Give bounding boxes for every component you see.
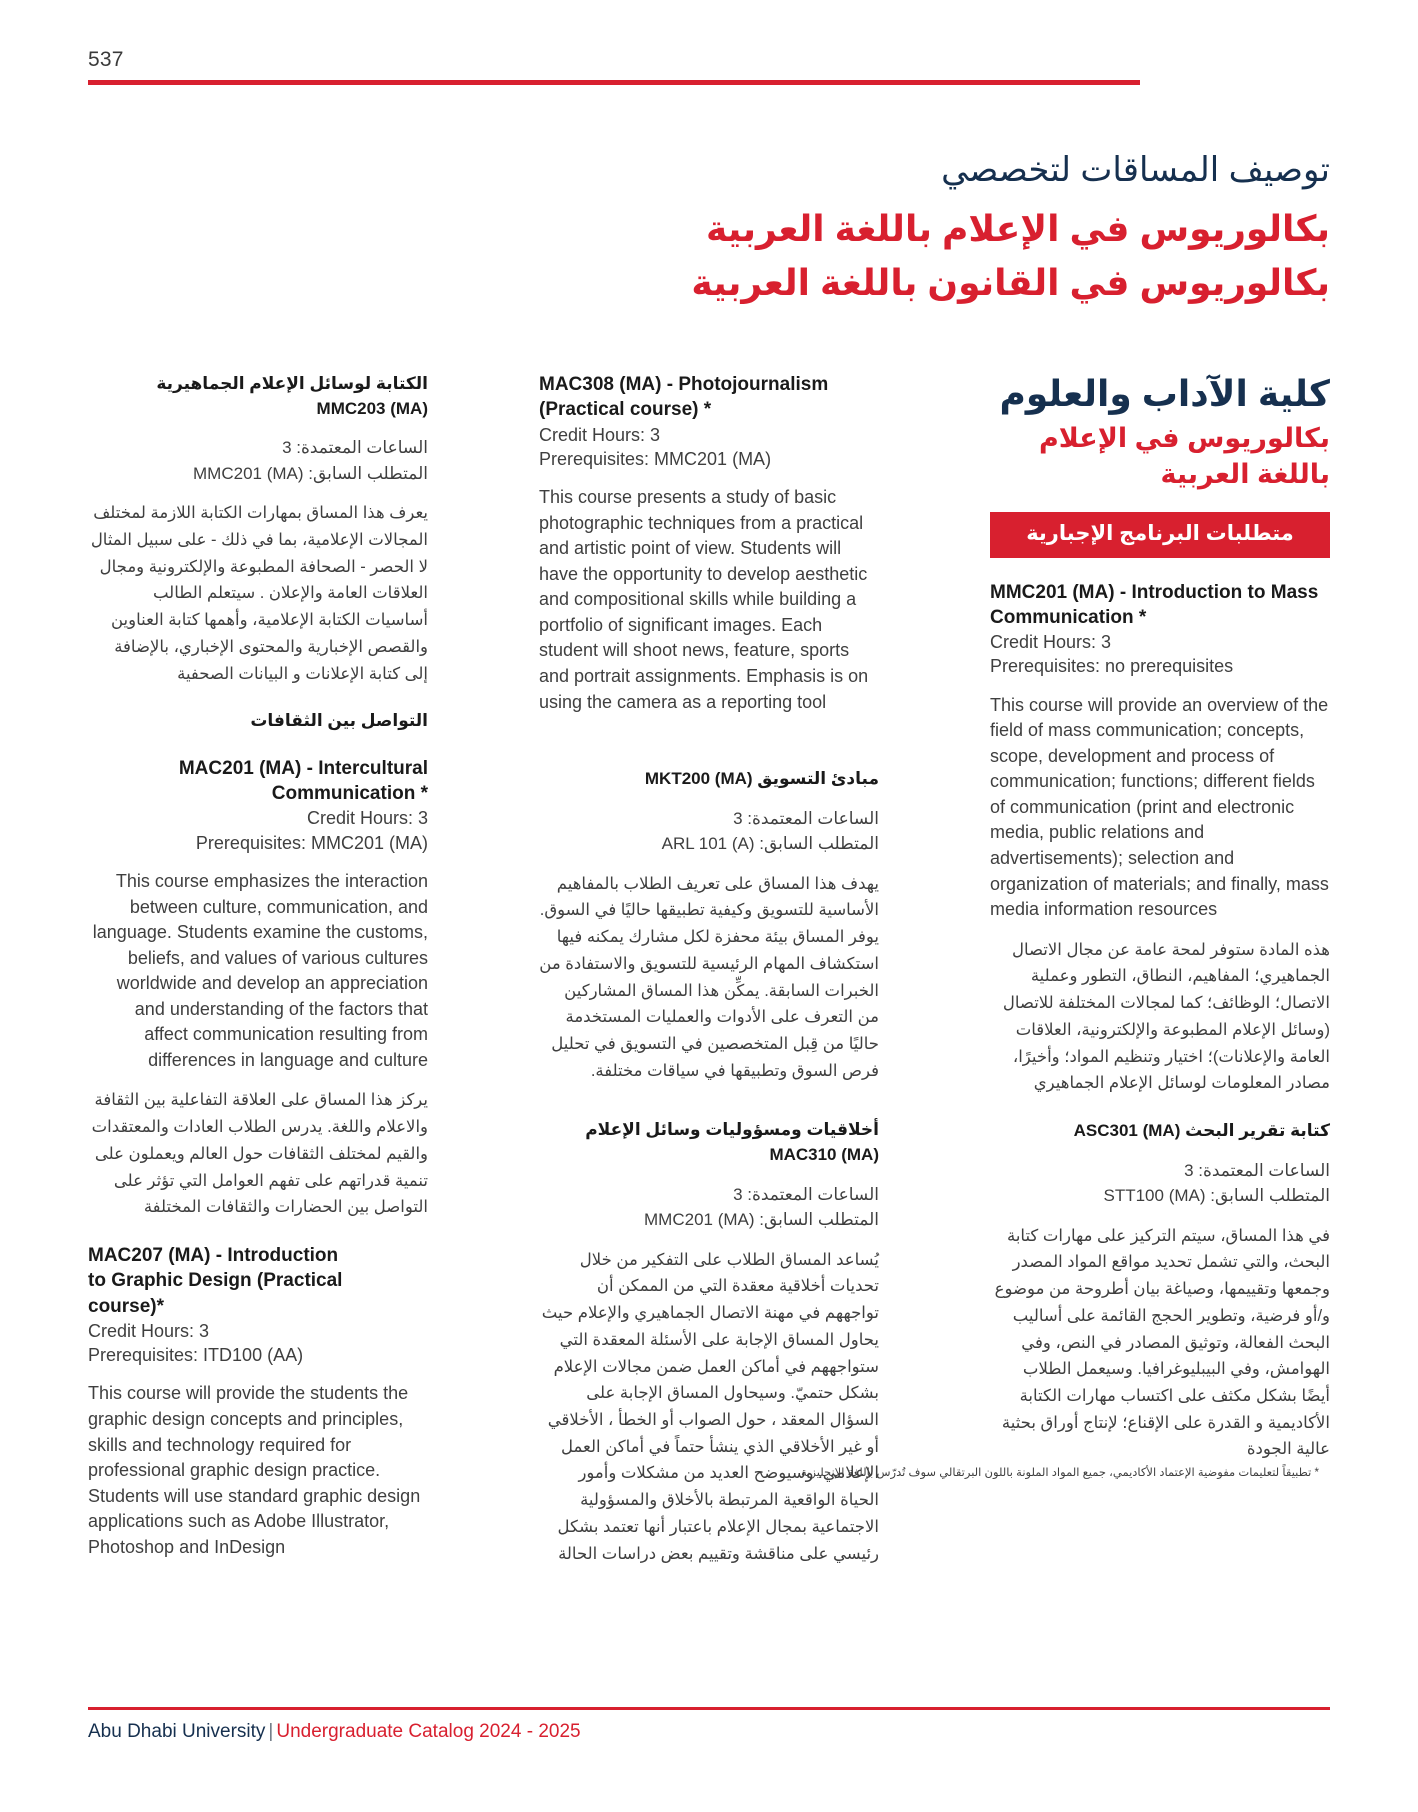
prerequisites: Prerequisites: no prerequisites bbox=[990, 656, 1234, 677]
course-title bbox=[88, 372, 428, 421]
footer-text bbox=[88, 1721, 1330, 1744]
credit-hours: الساعات المعتمدة: 3 bbox=[1184, 1160, 1330, 1180]
course-title: كتابة تقرير البحث (MA) ASC301 bbox=[1073, 1120, 1330, 1140]
prerequisites: Prerequisites: MMC201 (MA) bbox=[539, 448, 772, 469]
credit-hours: Credit Hours: 3 bbox=[990, 632, 1112, 653]
credit-hours: الساعات المعتمدة: 3 bbox=[733, 1184, 879, 1204]
footer-divider bbox=[88, 1707, 1330, 1710]
course-title bbox=[88, 1243, 428, 1319]
footer-separator: | bbox=[268, 1721, 274, 1742]
page-title-line-2: بكالوريوس في القانون باللغة العربية bbox=[691, 261, 1330, 303]
course-block-mac308 bbox=[539, 372, 879, 715]
course-title-line-2: MMC203 (MA) bbox=[316, 398, 428, 418]
left-column bbox=[88, 372, 428, 1557]
page-header bbox=[88, 48, 1140, 85]
faculty-title: كلية الآداب والعلوم bbox=[999, 373, 1330, 414]
course-title-line-3: course)* bbox=[88, 1295, 165, 1317]
course-title bbox=[539, 372, 879, 423]
course-title-line-2: to Graphic Design (Practical bbox=[88, 1270, 343, 1292]
course-block-mmc201 bbox=[990, 580, 1330, 1097]
course-title-line-2: MAC310 (MA) bbox=[769, 1145, 879, 1165]
prerequisites: المتطلب السابق: (MA) STT100 bbox=[1103, 1186, 1330, 1206]
course-title bbox=[539, 1118, 879, 1167]
title-kicker: توصيف المساقات لتخصصي bbox=[941, 151, 1330, 189]
credit-hours: Credit Hours: 3 bbox=[306, 808, 428, 829]
right-column bbox=[990, 372, 1330, 1459]
program-requirements-badge: متطلبات البرنامج الإجبارية bbox=[990, 512, 1330, 557]
course-description-ar: في هذا المساق، سيتم التركيز على مهارات كتابة البحث، والتي تشمل تحديد مواقع المواد المصدر وجمعها وتقييمها، وصياغة بيان أطروحة من موضوع و/أو فرضية، وتطوير الحجج القائمة على أساليب البحث الفعالة، وتوثيق المصادر في النص، وفي الهوامش، وفي البيبليوغرافيا. وسيعمل الطلاب أيضًا بشكل مكثف على اكتساب مهارات الكتابة الأكاديمية و القدرة على الإقناع؛ لإنتاج أوراق بحثية عالية الجودة bbox=[994, 1226, 1330, 1459]
prerequisites: المتطلب السابق: (A) ARL 101 bbox=[661, 834, 879, 854]
credit-hours: الساعات المعتمدة: 3 bbox=[733, 808, 879, 828]
course-title bbox=[88, 756, 428, 807]
course-description-ar: يهدف هذا المساق على تعريف الطلاب بالمفاهيم الأساسية للتسويق وكيفية تطبيقها حاليًا في السوق. يوفر المساق بيئة محفزة لكل مشارك يمكنه فيها استكشاف المهام الرئيسية للتسويق والاستفادة من الخبرات السابقة. يمكِّن هذا المساق المشاركين من التعرف على الأدوات والعمليات المستخدمة حاليًا من قِبل المتخصصين في التسويق في تحليل فرص السوق وتطبيقها في سياقات مختلفة. bbox=[539, 874, 879, 1080]
prerequisites: المتطلب السابق: (MA) MMC201 bbox=[644, 1210, 879, 1230]
course-description-ar: يُساعد المساق الطلاب على التفكير من خلال تحديات أخلاقية معقدة التي من الممكن أن تواجههم في مهنة الاتصال الجماهيري والإعلام حيث يحاول المساق الإجابة على الأسئلة المعقدة التي ستواجههم في أماكن العمل ضمن مجالات الإعلام بشكل حتميّ. وسيحاول المساق الإجابة على السؤال المعقد ، حول الصواب أو الخطأ ، الأخلاقي أو غير الأخلاقي الذي ينشأ حتماً في أماكن العمل الإعلامي. وسيوضح العديد من مشكلات وأمور الحياة الواقعية المرتبطة بالأخلاق والمسؤولية الاجتماعية بمجال الإعلام باعتبار أنها تعتمد بشكل رئيسي على مناقشة وتقييم بعض دراسات الحالة bbox=[541, 1250, 879, 1563]
credit-hours: Credit Hours: 3 bbox=[539, 424, 661, 445]
course-title-line-1: الكتابة لوسائل الإعلام الجماهيرية bbox=[156, 374, 428, 393]
prerequisites: Prerequisites: ITD100 (AA) bbox=[88, 1345, 304, 1366]
course-block-mac310 bbox=[539, 1118, 879, 1567]
page-title-block bbox=[510, 148, 1330, 310]
footnote: * تطبيقاً لتعليمات مفوضية الإعتماد الأكاديمي، جميع المواد الملونة باللون البرتقالي سوف تُدرّس باللغة الإنجليزية bbox=[801, 1467, 1319, 1479]
prerequisites: المتطلب السابق: (MA) MMC201 bbox=[193, 463, 428, 483]
course-title: MMC201 (MA) - Introduction to Mass Communication * bbox=[990, 581, 1319, 628]
credit-hours: Credit Hours: 3 bbox=[88, 1320, 210, 1341]
footer-university: Abu Dhabi University bbox=[88, 1721, 266, 1742]
course-description-en: This course will provide an overview of the field of mass communication; concepts, scope, development and process of communication; functions; different fields of communication (print and electronic media, public relations and advertisements); selection and organization of materials; and finally, mass media information resources bbox=[990, 694, 1329, 920]
program-title-line-1: بكالوريوس في الإعلام bbox=[1038, 423, 1330, 454]
course-block-mkt200 bbox=[539, 767, 879, 1084]
header-divider bbox=[88, 80, 1140, 85]
course-title-line-1: MAC201 (MA) - Intercultural bbox=[178, 757, 428, 779]
course-description-ar: يعرف هذا المساق بمهارات الكتابة اللازمة لمختلف المجالات الإعلامية، بما في ذلك - على سبيل المثال لا الحصر - الصحافة المطبوعة والإلكترونية ومجال العلاقات العامة والإعلان . سيتعلم الطالب أساسيات الكتابة الإعلامية، وأهمها كتابة العناوين والقصص الإخبارية والمحتوى الإخباري، بالإضافة إلى كتابة الإعلانات و البيانات الصحفية bbox=[90, 504, 428, 683]
prerequisites: (Prerequisites: MMC201 (MA bbox=[195, 832, 428, 853]
course-description-en: This course will provide the students the graphic design concepts and principles, skills and technology required for professional graphic design practice. Students will use standard graphic design applications such as Adobe Illustrator, Photoshop and InDesign bbox=[88, 1383, 421, 1557]
page-title-line-1: بكالوريوس في الإعلام باللغة العربية bbox=[705, 207, 1330, 249]
footer-catalog: Undergraduate Catalog 2024 - 2025 bbox=[276, 1721, 581, 1742]
course-title-line-1: MAC308 (MA) - Photojournalism bbox=[539, 374, 829, 395]
page-title bbox=[510, 202, 1330, 310]
course-description-en: This course presents a study of basic photographic techniques from a practical and artistic point of view. Students will have the opportunity to develop aesthetic and compositional skills while building a portfolio of significant images. Each student will shoot news, feature, sports and portrait assignments. Emphasis is on using the camera as a reporting tool bbox=[539, 487, 869, 712]
course-title-line-1: MAC207 (MA) - Introduction bbox=[88, 1245, 339, 1267]
course-block-mmc203 bbox=[88, 372, 428, 687]
page-footer bbox=[88, 1707, 1330, 1744]
course-description-en: This course emphasizes the interaction between culture, communication, and language. Students examine the customs, beliefs, and values of various cultures worldwide and develop an appreciation and understanding of the factors that affect communication resulting from differences in language and culture bbox=[92, 871, 428, 1070]
program-title-line-2: باللغة العربية bbox=[1160, 458, 1330, 489]
credit-hours: الساعات المعتمدة: 3 bbox=[282, 438, 428, 458]
course-title-line-2: * Communication bbox=[271, 783, 428, 805]
course-title-line-2: (Practical course) * bbox=[539, 399, 712, 421]
page-number: 537 bbox=[88, 48, 124, 71]
course-title: مبادئ التسويق (MA) MKT200 bbox=[644, 769, 879, 789]
section-heading: التواصل بين الثقافات bbox=[250, 711, 428, 731]
course-block-mac201 bbox=[88, 709, 428, 1221]
course-description-ar: هذه المادة ستوفر لمحة عامة عن مجال الاتصال الجماهيري؛ المفاهيم، النطاق، التطور وعملية الاتصال؛ الوظائف؛ كما لمجالات المختلفة للاتصال (وسائل الإعلام المطبوعة والإلكترونية، العلاقات العامة والإعلانات)؛ اختيار وتنظيم المواد؛ وأخيرًا، مصادر المعلومات لوسائل الإعلام الجماهيري bbox=[1002, 940, 1330, 1093]
middle-column bbox=[539, 372, 879, 1563]
course-description-ar: يركز هذا المساق على العلاقة التفاعلية بين الثقافة والاعلام واللغة. يدرس الطلاب العادات والمعتقدات والقيم لمختلف الثقافات حول العالم ويعملون على تنمية قدراتهم على تفهم العوامل التي تؤثر على التواصل بين الحضارات والثقافات المختلفة bbox=[91, 1091, 428, 1217]
program-title bbox=[990, 421, 1330, 492]
course-block-asc301 bbox=[990, 1119, 1330, 1463]
course-block-mac207 bbox=[88, 1243, 428, 1560]
course-title-line-1: أخلاقيات ومسؤوليات وسائل الإعلام bbox=[585, 1120, 879, 1140]
